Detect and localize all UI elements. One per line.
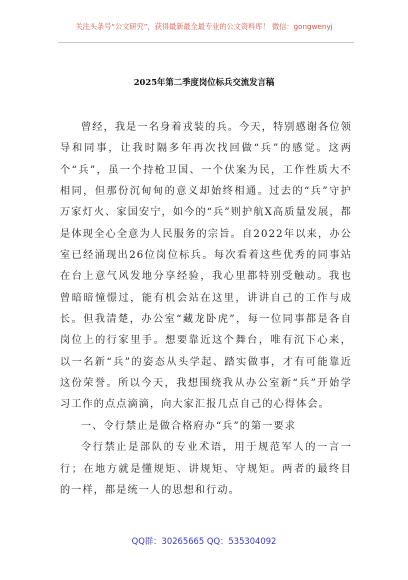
section-heading-1: 一、令行禁止是做合格府办“兵”的第一要求 bbox=[81, 420, 297, 432]
header-promo-note: 关注头条号“公文研究”，获得最新最全最专业的公文资料库！ 微信：gongwenyj bbox=[75, 22, 333, 31]
document-title: 2025年第二季度岗位标兵交流发言稿 bbox=[133, 77, 275, 87]
paragraph-intro: 曾经，我是一名身着戎装的兵。今天，特别感谢各位领导和同事，让我时隔多年再次找回做“兵”的感觉。这两个“兵”，虽一个持枪卫国、一个伏案为民，工作性质大不相同，但那份沉甸甸的意义却始终相通。过去的“兵”守护万家灯火、家国安宁，如今的“兵”则护航X高质量发展，都是体现全心全意为人民服务的宗旨。自2022年以来，办公室已经涌现出26位岗位标兵。每次看着这些优秀的同事站在台上意气风发地分享经验，我心里都特别受触动。我也曾暗暗憧憬过，能有机会站在这里，讲讲自己的工作与成长。但我清楚，办公室“藏龙卧虎”，每一位同事都是各自岗位上的行家里手。想要靠近这个舞台，唯有沉下心来，以一名新“兵”的姿态从头学起、踏实做事，才有可能靠近这份荣誉。所以今天，我想围绕我从办公室新“兵”开始学习工作的点点滴滴，向大家汇报几点自己的心得体会。 bbox=[60, 122, 352, 411]
header-divider bbox=[58, 42, 354, 43]
document-body bbox=[60, 117, 352, 501]
footer-contact-note: QQ群：30265665 QQ：535304092 bbox=[131, 536, 277, 546]
paragraph-section-1: 令行禁止是部队的专业术语，用于规范军人的一言一行；在地方就是懂规矩、讲规矩、守规矩。两者的最终目的一样，都是统一人的思想和行动。 bbox=[60, 442, 352, 496]
